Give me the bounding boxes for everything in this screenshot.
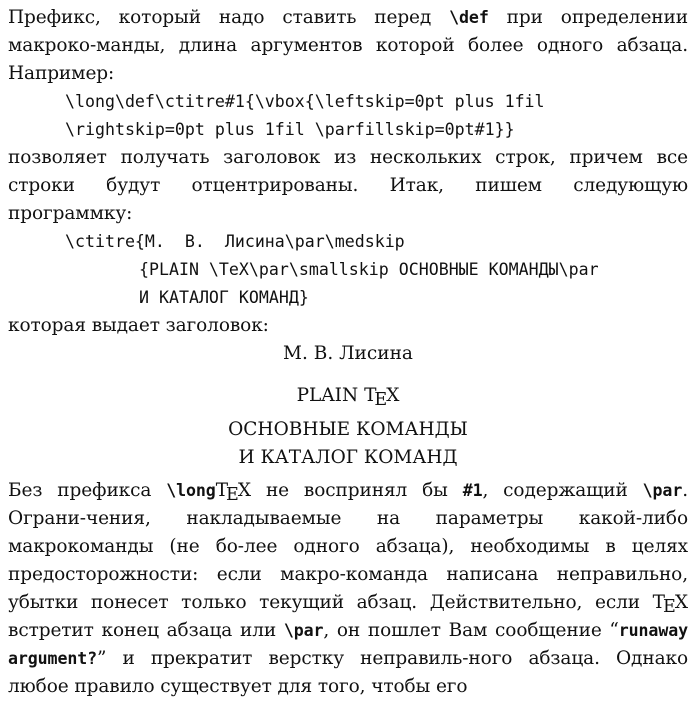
document-page bbox=[0, 4, 696, 697]
text-run: встретит конец абзаца или bbox=[8, 620, 284, 641]
tex-logo-t: T bbox=[364, 385, 377, 406]
text-run: . Ограни-чения, накладываемые на параметры какой-либо макрокоманды (не бо-лее одного абзаца), необходимы в целях предосторожности: если макро-команда написана неправильно, убытки понесет только текущий абзац. Действительно, если bbox=[8, 480, 688, 613]
tex-logo: TEX bbox=[652, 592, 688, 617]
inline-code-arg: #1 bbox=[462, 481, 483, 500]
text-run: , он пошлет Вам сообщение “ bbox=[323, 620, 619, 641]
text-run: PLAIN bbox=[296, 385, 365, 406]
paragraph-output-intro: которая выдает заголовок: bbox=[8, 315, 269, 336]
inline-code-def: \def bbox=[449, 8, 489, 27]
code-line: \long\def\ctitre#1{\vbox{\leftskip=0pt plus 1fil bbox=[65, 92, 545, 111]
inline-code-par: \par bbox=[642, 481, 683, 500]
code-line: {PLAIN \TeX\par\smallskip ОСНОВНЫЕ КОМАНДЫ\par bbox=[139, 260, 599, 279]
text-run: Префикс, который надо ставить перед bbox=[8, 7, 450, 28]
text-run: не воспринял бы bbox=[251, 480, 463, 501]
paragraph-explanation: позволяет получать заголовок из нескольких строк, причем все строки будут отцентрированы. Итак, пишем следующую программку: bbox=[8, 147, 688, 224]
tex-logo-e: E bbox=[374, 390, 388, 410]
code-block-ctitre-usage bbox=[8, 228, 688, 312]
paragraph-intro bbox=[8, 4, 688, 88]
title-line-3: И КАТАЛОГ КОМАНД bbox=[238, 447, 458, 468]
paragraph-long-prefix bbox=[8, 477, 688, 701]
tex-logo: TEX bbox=[215, 480, 252, 505]
tex-logo bbox=[364, 385, 400, 410]
title-author: М. В. Лисина bbox=[283, 343, 413, 364]
text-run: при определении макроко-манды, длина аргументов которой более одного абзаца. Например: bbox=[8, 7, 688, 84]
text-run: ” и прекратит верстку неправиль-ного абзаца. Однако любое правило существует для того, чтобы его bbox=[8, 648, 688, 697]
title-plain-tex bbox=[8, 382, 688, 410]
text-run: Без префикса bbox=[8, 480, 167, 501]
inline-code-par: \par bbox=[283, 621, 324, 640]
code-line: \rightskip=0pt plus 1fil \parfillskip=0pt#1}} bbox=[65, 120, 515, 139]
rendered-title bbox=[8, 340, 688, 472]
inline-code-long: \long bbox=[166, 481, 216, 500]
title-line-2: ОСНОВНЫЕ КОМАНДЫ bbox=[228, 419, 468, 440]
text-run: , содержащий bbox=[482, 480, 643, 501]
code-block-ctitre-definition bbox=[8, 88, 688, 144]
code-line: И КАТАЛОГ КОМАНД} bbox=[139, 288, 309, 307]
inline-code-runaway: runaway argument? bbox=[8, 621, 688, 668]
tex-logo-x: X bbox=[386, 385, 400, 406]
code-line: \ctitre{M. B. Лисина\par\medskip bbox=[65, 232, 405, 251]
